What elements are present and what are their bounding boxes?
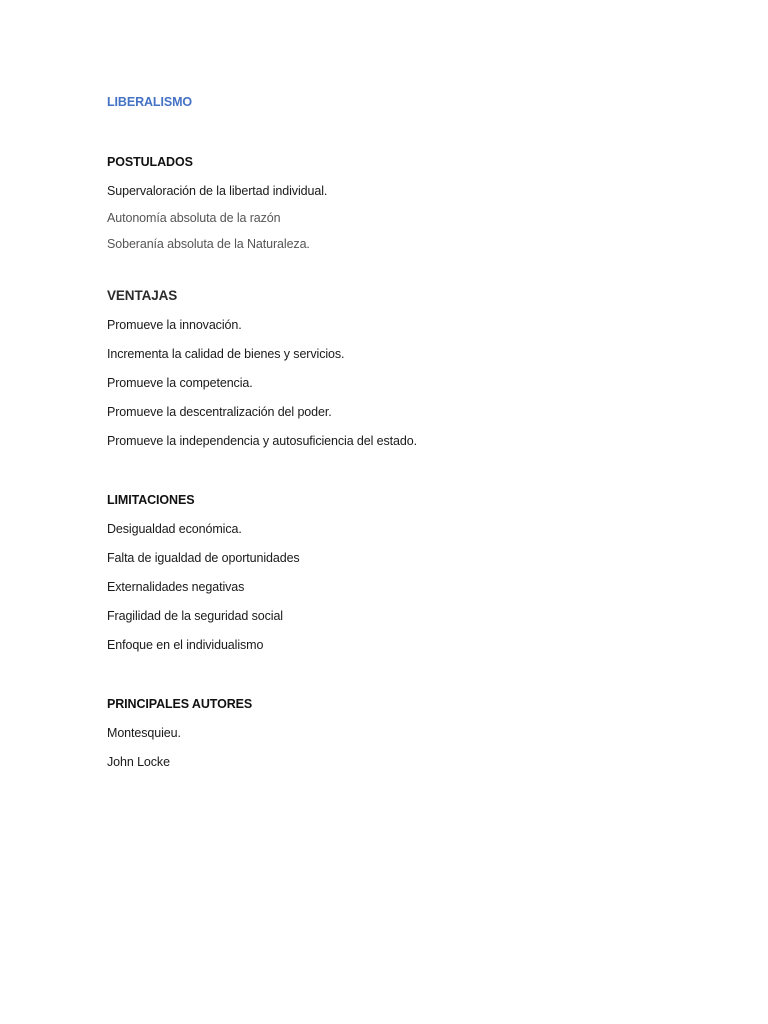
section-heading-postulados: POSTULADOS [107, 155, 193, 169]
section-heading-limitaciones: LIMITACIONES [107, 493, 195, 507]
ventaja-item: Promueve la competencia. [107, 376, 253, 390]
ventaja-item: Promueve la innovación. [107, 318, 242, 332]
ventaja-item: Promueve la descentralización del poder. [107, 405, 332, 419]
document-title: LIBERALISMO [107, 95, 193, 109]
postulado-item: Supervaloración de la libertad individual. [107, 184, 328, 198]
limitacion-item: Enfoque en el individualismo [107, 638, 264, 652]
ventaja-item: Incrementa la calidad de bienes y servicios. [107, 347, 345, 361]
limitacion-item: Desigualdad económica. [107, 522, 242, 536]
limitacion-item: Falta de igualdad de oportunidades [107, 551, 300, 565]
postulado-item: Soberanía absoluta de la Naturaleza. [107, 237, 310, 251]
postulado-item: Autonomía absoluta de la razón [107, 211, 281, 225]
limitacion-item: Fragilidad de la seguridad social [107, 609, 283, 623]
autor-item: Montesquieu. [107, 726, 181, 740]
ventaja-item: Promueve la independencia y autosuficiencia del estado. [107, 434, 417, 448]
section-heading-autores: PRINCIPALES AUTORES [107, 697, 253, 711]
autor-item: John Locke [107, 755, 170, 769]
section-heading-ventajas: VENTAJAS [107, 288, 178, 303]
limitacion-item: Externalidades negativas [107, 580, 245, 594]
